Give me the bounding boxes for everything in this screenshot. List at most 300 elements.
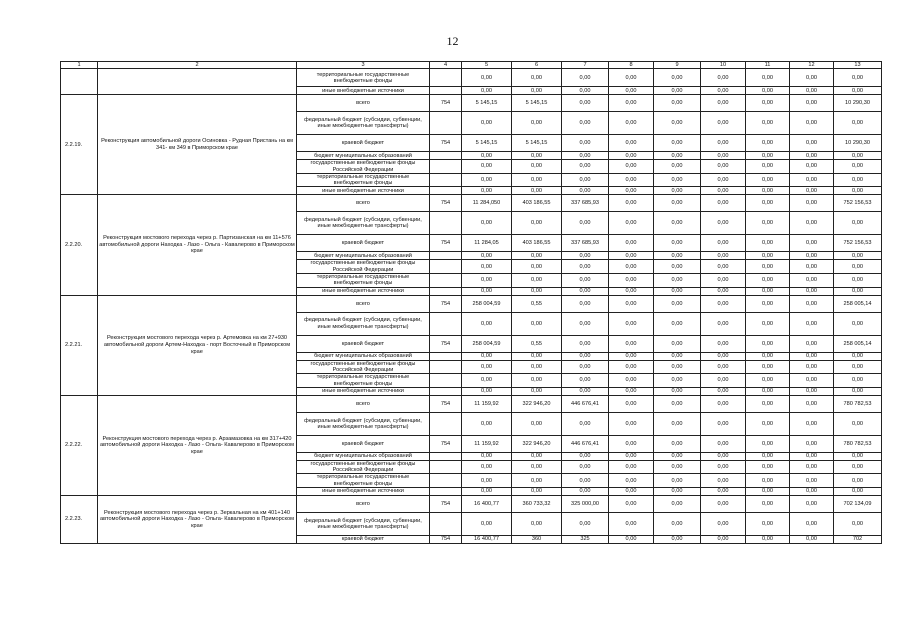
amount-cell: 0,00 (701, 536, 746, 544)
agency-code (430, 212, 462, 235)
amount-cell: 0,00 (746, 387, 790, 395)
funding-source: краевой бюджет (297, 335, 430, 352)
amount-cell: 0,00 (790, 260, 834, 274)
funding-source: бюджет муниципальных образований (297, 452, 430, 460)
amount-cell: 0,00 (701, 513, 746, 536)
item-name: Реконструкция мостового перехода через р. Партизанская на км 11+576 автомобильной дороги Находка - Лазо - Ольга - Кавалерово в Приморском крае (98, 195, 297, 295)
amount-cell: 0,00 (562, 352, 609, 360)
amount-cell: 11 284,050 (462, 195, 512, 212)
funding-source: бюджет муниципальных образований (297, 252, 430, 260)
table-row (61, 95, 882, 112)
amount-cell: 0,00 (701, 435, 746, 452)
amount-cell: 0,00 (654, 160, 701, 174)
amount-cell: 0,00 (609, 274, 654, 288)
amount-cell: 0,00 (609, 412, 654, 435)
amount-cell: 0,00 (746, 287, 790, 295)
funding-source: иные внебюджетные источники (297, 287, 430, 295)
amount-cell: 0,00 (790, 274, 834, 288)
amount-cell: 0,00 (790, 412, 834, 435)
agency-code (430, 252, 462, 260)
amount-cell: 0,00 (746, 235, 790, 252)
amount-cell: 0,00 (701, 295, 746, 312)
funding-source: территориальные государственные внебюджетные фонды (297, 374, 430, 388)
amount-cell: 0,00 (790, 387, 834, 395)
funding-source: всего (297, 496, 430, 513)
amount-cell: 0,00 (462, 69, 512, 87)
funding-source: иные внебюджетные источники (297, 387, 430, 395)
amount-cell: 0,00 (834, 488, 882, 496)
amount-cell: 0,00 (701, 387, 746, 395)
amount-cell: 0,00 (609, 452, 654, 460)
amount-cell: 0,00 (746, 87, 790, 95)
amount-cell: 0,00 (654, 187, 701, 195)
amount-cell: 0,00 (562, 260, 609, 274)
amount-cell: 0,00 (834, 187, 882, 195)
amount-cell: 5 145,15 (512, 135, 562, 152)
amount-cell: 0,00 (462, 374, 512, 388)
amount-cell: 0,00 (462, 474, 512, 488)
amount-cell: 0,00 (512, 287, 562, 295)
item-number: 2.2.20. (61, 195, 98, 295)
amount-cell: 0,00 (609, 387, 654, 395)
amount-cell: 0,00 (790, 187, 834, 195)
funding-source: государственные внебюджетные фонды Российской Федерации (297, 360, 430, 374)
amount-cell: 0,00 (746, 312, 790, 335)
amount-cell: 0,00 (654, 474, 701, 488)
amount-cell: 0,00 (654, 412, 701, 435)
amount-cell: 0,00 (746, 295, 790, 312)
amount-cell: 0,00 (701, 274, 746, 288)
budget-table (60, 61, 882, 544)
amount-cell: 752 156,53 (834, 235, 882, 252)
funding-source: иные внебюджетные источники (297, 87, 430, 95)
amount-cell: 0,00 (746, 395, 790, 412)
agency-code (430, 412, 462, 435)
amount-cell: 0,00 (701, 187, 746, 195)
funding-source: иные внебюджетные источники (297, 187, 430, 195)
amount-cell: 325 000,00 (562, 496, 609, 513)
amount-cell: 0,00 (609, 187, 654, 195)
amount-cell: 0,00 (654, 395, 701, 412)
amount-cell: 0,00 (562, 287, 609, 295)
amount-cell: 258 004,59 (462, 295, 512, 312)
amount-cell: 0,00 (654, 235, 701, 252)
amount-cell: 0,00 (701, 352, 746, 360)
amount-cell: 0,00 (746, 274, 790, 288)
amount-cell: 0,00 (609, 374, 654, 388)
funding-source: бюджет муниципальных образований (297, 152, 430, 160)
agency-code: 754 (430, 496, 462, 513)
amount-cell: 0,00 (512, 152, 562, 160)
funding-source: краевой бюджет (297, 135, 430, 152)
amount-cell: 0,00 (746, 212, 790, 235)
funding-source: бюджет муниципальных образований (297, 352, 430, 360)
amount-cell: 337 685,93 (562, 235, 609, 252)
amount-cell: 0,00 (701, 212, 746, 235)
amount-cell: 0,00 (746, 412, 790, 435)
amount-cell: 0,00 (512, 460, 562, 474)
agency-code (430, 112, 462, 135)
amount-cell: 0,00 (834, 412, 882, 435)
amount-cell: 258 005,14 (834, 335, 882, 352)
amount-cell: 0,00 (701, 152, 746, 160)
agency-code: 754 (430, 95, 462, 112)
agency-code: 754 (430, 435, 462, 452)
amount-cell: 0,00 (609, 195, 654, 212)
amount-cell: 0,00 (701, 235, 746, 252)
agency-code (430, 474, 462, 488)
amount-cell: 0,00 (746, 488, 790, 496)
amount-cell: 0,00 (746, 195, 790, 212)
amount-cell: 0,00 (609, 252, 654, 260)
amount-cell: 0,00 (654, 435, 701, 452)
amount-cell: 0,00 (512, 187, 562, 195)
amount-cell: 0,00 (790, 474, 834, 488)
amount-cell: 0,00 (512, 274, 562, 288)
amount-cell: 0,00 (562, 460, 609, 474)
amount-cell: 0,00 (562, 173, 609, 187)
amount-cell: 0,00 (609, 295, 654, 312)
amount-cell: 0,00 (609, 235, 654, 252)
amount-cell: 0,00 (512, 260, 562, 274)
amount-cell: 0,00 (834, 274, 882, 288)
amount-cell: 0,00 (834, 452, 882, 460)
amount-cell: 0,00 (790, 87, 834, 95)
funding-source: государственные внебюджетные фонды Российской Федерации (297, 260, 430, 274)
agency-code (430, 152, 462, 160)
amount-cell: 0,00 (609, 287, 654, 295)
amount-cell: 0,00 (701, 287, 746, 295)
amount-cell: 446 676,41 (562, 435, 609, 452)
amount-cell: 0,00 (790, 287, 834, 295)
amount-cell: 0,00 (512, 312, 562, 335)
amount-cell: 16 400,77 (462, 536, 512, 544)
amount-cell: 0,00 (562, 387, 609, 395)
amount-cell: 0,00 (462, 387, 512, 395)
amount-cell: 0,00 (746, 187, 790, 195)
amount-cell: 0,00 (609, 135, 654, 152)
funding-source: территориальные государственные внебюджетные фонды (297, 274, 430, 288)
amount-cell: 0,00 (562, 152, 609, 160)
amount-cell: 0,00 (512, 488, 562, 496)
table-row (61, 195, 882, 212)
amount-cell: 258 005,14 (834, 295, 882, 312)
funding-source: всего (297, 395, 430, 412)
amount-cell: 0,00 (562, 69, 609, 87)
amount-cell: 322 946,20 (512, 395, 562, 412)
amount-cell: 0,00 (790, 488, 834, 496)
amount-cell: 0,00 (746, 374, 790, 388)
column-header: 9 (654, 62, 701, 69)
amount-cell: 0,00 (654, 87, 701, 95)
amount-cell: 0,00 (609, 69, 654, 87)
amount-cell: 0,00 (609, 435, 654, 452)
agency-code (430, 69, 462, 87)
agency-code: 754 (430, 235, 462, 252)
amount-cell: 0,00 (609, 160, 654, 174)
amount-cell: 752 156,53 (834, 195, 882, 212)
amount-cell: 0,00 (562, 374, 609, 388)
amount-cell: 0,00 (609, 460, 654, 474)
amount-cell: 0,00 (746, 360, 790, 374)
amount-cell: 0,00 (609, 152, 654, 160)
amount-cell: 0,00 (512, 474, 562, 488)
amount-cell: 0,00 (790, 235, 834, 252)
funding-source: федеральный бюджет (субсидии, субвенции, иные межбюджетные трансферты) (297, 212, 430, 235)
amount-cell: 0,00 (701, 312, 746, 335)
amount-cell: 0,00 (654, 335, 701, 352)
agency-code: 754 (430, 195, 462, 212)
item-number: 2.2.19. (61, 95, 98, 195)
amount-cell: 0,00 (746, 513, 790, 536)
amount-cell: 403 186,55 (512, 235, 562, 252)
amount-cell: 446 676,41 (562, 395, 609, 412)
amount-cell: 0,00 (462, 452, 512, 460)
amount-cell: 0,00 (462, 312, 512, 335)
amount-cell: 0,00 (746, 135, 790, 152)
amount-cell: 0,00 (512, 160, 562, 174)
amount-cell: 0,00 (834, 374, 882, 388)
header-row (61, 62, 882, 69)
table-row (61, 496, 882, 513)
amount-cell: 0,00 (609, 496, 654, 513)
amount-cell: 0,00 (701, 112, 746, 135)
amount-cell: 0,00 (562, 488, 609, 496)
funding-source: территориальные государственные внебюджетные фонды (297, 173, 430, 187)
item-number: 2.2.22. (61, 395, 98, 495)
agency-code (430, 374, 462, 388)
amount-cell: 0,00 (790, 452, 834, 460)
amount-cell: 0,00 (609, 352, 654, 360)
item-name: Реконструкция мостового перехода через р. Артемовка на км 27+930 автомобильной дороги Артем-Находка - порт Восточный в Приморском крае (98, 295, 297, 395)
amount-cell: 0,00 (654, 536, 701, 544)
amount-cell: 0,00 (701, 452, 746, 460)
amount-cell: 0,00 (834, 173, 882, 187)
amount-cell: 0,00 (562, 212, 609, 235)
amount-cell: 0,00 (701, 460, 746, 474)
amount-cell: 0,00 (462, 260, 512, 274)
funding-source: всего (297, 95, 430, 112)
amount-cell: 702 (834, 536, 882, 544)
amount-cell: 0,00 (746, 452, 790, 460)
amount-cell: 0,00 (609, 173, 654, 187)
amount-cell: 0,00 (746, 252, 790, 260)
amount-cell: 0,00 (790, 252, 834, 260)
item-number: 2.2.23. (61, 496, 98, 544)
table-row (61, 395, 882, 412)
amount-cell: 0,00 (562, 187, 609, 195)
amount-cell: 0,00 (462, 152, 512, 160)
agency-code: 754 (430, 135, 462, 152)
amount-cell: 0,00 (834, 312, 882, 335)
amount-cell: 0,00 (462, 460, 512, 474)
amount-cell: 0,00 (746, 474, 790, 488)
amount-cell: 0,00 (701, 87, 746, 95)
agency-code (430, 87, 462, 95)
amount-cell: 0,00 (462, 274, 512, 288)
amount-cell: 0,00 (562, 335, 609, 352)
agency-code: 754 (430, 536, 462, 544)
amount-cell: 0,00 (654, 152, 701, 160)
amount-cell: 0,00 (654, 374, 701, 388)
amount-cell: 0,00 (462, 252, 512, 260)
amount-cell: 0,00 (701, 69, 746, 87)
amount-cell: 0,00 (790, 496, 834, 513)
amount-cell: 0,00 (701, 195, 746, 212)
funding-source: территориальные государственные внебюджетные фонды (297, 69, 430, 87)
column-header: 8 (609, 62, 654, 69)
amount-cell: 0,00 (609, 260, 654, 274)
amount-cell: 0,00 (790, 295, 834, 312)
amount-cell: 0,00 (746, 335, 790, 352)
amount-cell: 0,00 (701, 395, 746, 412)
funding-source: краевой бюджет (297, 435, 430, 452)
amount-cell: 0,00 (790, 460, 834, 474)
amount-cell: 780 782,53 (834, 395, 882, 412)
amount-cell: 0,00 (834, 387, 882, 395)
amount-cell: 0,00 (654, 488, 701, 496)
amount-cell: 0,00 (654, 460, 701, 474)
amount-cell: 0,00 (654, 287, 701, 295)
agency-code (430, 352, 462, 360)
column-header: 11 (746, 62, 790, 69)
amount-cell: 0,00 (654, 135, 701, 152)
amount-cell: 0,00 (790, 374, 834, 388)
amount-cell: 0,00 (562, 135, 609, 152)
column-header: 5 (462, 62, 512, 69)
amount-cell: 0,00 (790, 360, 834, 374)
amount-cell: 0,00 (654, 260, 701, 274)
amount-cell: 0,00 (790, 352, 834, 360)
amount-cell: 0,00 (790, 69, 834, 87)
amount-cell: 780 782,53 (834, 435, 882, 452)
amount-cell: 0,00 (746, 496, 790, 513)
agency-code (430, 274, 462, 288)
table-row (61, 69, 882, 87)
amount-cell: 0,00 (746, 69, 790, 87)
amount-cell: 11 284,05 (462, 235, 512, 252)
agency-code (430, 452, 462, 460)
amount-cell: 322 946,20 (512, 435, 562, 452)
funding-source: краевой бюджет (297, 235, 430, 252)
amount-cell: 0,55 (512, 295, 562, 312)
amount-cell: 0,00 (790, 536, 834, 544)
amount-cell: 0,00 (512, 112, 562, 135)
amount-cell: 0,00 (701, 496, 746, 513)
amount-cell: 360 733,32 (512, 496, 562, 513)
amount-cell: 0,00 (609, 474, 654, 488)
amount-cell: 0,00 (746, 112, 790, 135)
agency-code (430, 513, 462, 536)
amount-cell: 0,00 (834, 160, 882, 174)
amount-cell: 0,00 (562, 95, 609, 112)
column-header: 6 (512, 62, 562, 69)
amount-cell: 0,00 (609, 395, 654, 412)
agency-code (430, 360, 462, 374)
amount-cell: 0,00 (746, 260, 790, 274)
amount-cell: 0,00 (562, 295, 609, 312)
amount-cell: 10 290,30 (834, 95, 882, 112)
amount-cell: 0,00 (654, 360, 701, 374)
amount-cell: 0,00 (562, 274, 609, 288)
amount-cell: 0,00 (790, 395, 834, 412)
funding-source: краевой бюджет (297, 536, 430, 544)
amount-cell: 0,00 (834, 212, 882, 235)
amount-cell: 360 (512, 536, 562, 544)
amount-cell: 0,00 (512, 513, 562, 536)
amount-cell: 0,00 (462, 87, 512, 95)
amount-cell: 0,00 (462, 160, 512, 174)
amount-cell: 0,00 (562, 312, 609, 335)
amount-cell: 0,00 (609, 488, 654, 496)
column-header: 10 (701, 62, 746, 69)
amount-cell: 0,00 (562, 160, 609, 174)
amount-cell: 0,00 (834, 260, 882, 274)
amount-cell: 0,00 (654, 252, 701, 260)
amount-cell: 0,00 (512, 374, 562, 388)
amount-cell: 0,00 (834, 360, 882, 374)
amount-cell: 0,00 (746, 152, 790, 160)
amount-cell: 0,00 (790, 160, 834, 174)
amount-cell: 0,00 (562, 252, 609, 260)
amount-cell: 0,00 (462, 352, 512, 360)
funding-source: государственные внебюджетные фонды Российской Федерации (297, 160, 430, 174)
amount-cell: 0,00 (512, 387, 562, 395)
amount-cell: 0,00 (701, 173, 746, 187)
amount-cell: 0,00 (562, 87, 609, 95)
amount-cell: 0,00 (609, 360, 654, 374)
item-name: Реконструкция мостового перехода через р. Арзамазовка на км 317+420 автомобильной дороги Находка - Лазо - Ольга- Кавалерово в Приморском крае (98, 395, 297, 495)
funding-source: федеральный бюджет (субсидии, субвенции, иные межбюджетные трансферты) (297, 112, 430, 135)
amount-cell: 0,00 (790, 195, 834, 212)
funding-source: всего (297, 295, 430, 312)
amount-cell: 0,00 (834, 252, 882, 260)
amount-cell: 0,00 (462, 112, 512, 135)
amount-cell: 0,00 (512, 173, 562, 187)
amount-cell: 0,00 (609, 335, 654, 352)
agency-code (430, 260, 462, 274)
amount-cell: 0,00 (701, 374, 746, 388)
amount-cell: 258 004,59 (462, 335, 512, 352)
amount-cell: 0,00 (562, 474, 609, 488)
amount-cell: 0,00 (462, 513, 512, 536)
amount-cell: 0,00 (609, 536, 654, 544)
amount-cell: 0,00 (834, 152, 882, 160)
amount-cell: 0,00 (562, 513, 609, 536)
amount-cell: 0,00 (790, 152, 834, 160)
amount-cell: 16 400,77 (462, 496, 512, 513)
column-header: 13 (834, 62, 882, 69)
amount-cell: 0,00 (790, 95, 834, 112)
amount-cell: 0,00 (512, 87, 562, 95)
column-header: 1 (61, 62, 98, 69)
agency-code: 754 (430, 335, 462, 352)
amount-cell: 0,00 (512, 452, 562, 460)
amount-cell: 0,00 (701, 252, 746, 260)
amount-cell: 10 290,30 (834, 135, 882, 152)
column-header: 12 (790, 62, 834, 69)
agency-code (430, 287, 462, 295)
amount-cell: 0,00 (834, 352, 882, 360)
amount-cell: 0,00 (790, 135, 834, 152)
funding-source: федеральный бюджет (субсидии, субвенции, иные межбюджетные трансферты) (297, 312, 430, 335)
column-header: 2 (98, 62, 297, 69)
amount-cell: 0,00 (654, 352, 701, 360)
amount-cell: 0,00 (834, 513, 882, 536)
amount-cell: 0,00 (654, 212, 701, 235)
agency-code (430, 488, 462, 496)
amount-cell: 0,00 (654, 112, 701, 135)
